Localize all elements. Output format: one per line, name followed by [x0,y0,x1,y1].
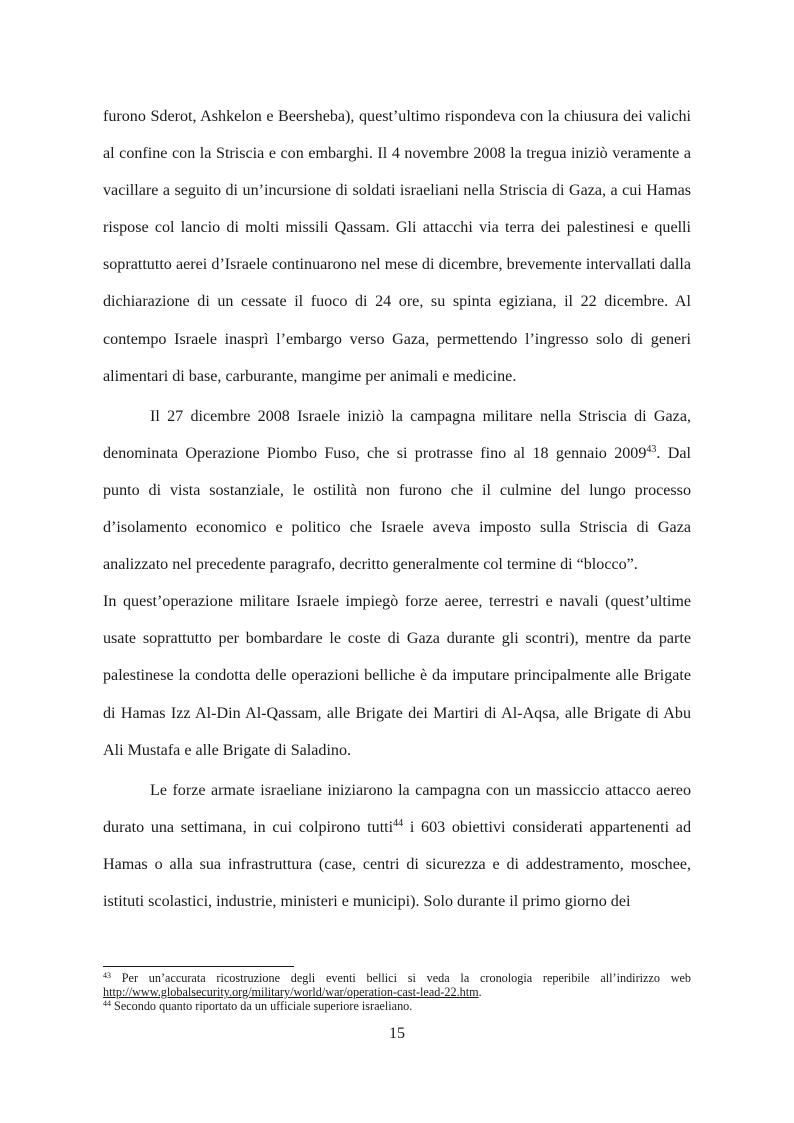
footnote-number: 44 [103,999,111,1008]
body-text [103,98,691,920]
footnote-44 [103,999,691,1013]
footnote-text: Secondo quanto riportato da un ufficiale superiore israeliano. [114,999,413,1013]
paragraph-2-text-start: Il 27 dicembre 2008 Israele iniziò la campagna militare nella Striscia di Gaza, denominata Operazione Piombo Fuso, che si protrasse fino al 18 gennaio 2009 [103,407,691,462]
footnote-43 [103,971,691,999]
paragraph-2 [103,398,691,583]
footnote-trailing: . [478,985,482,999]
paragraph-4-text-end: i 603 obiettivi considerati appartenenti ad Hamas o alla sua infrastruttura (case, centri di sicurezza e di addestramento, moschee, istituti scolastici, industrie, ministeri e municipi). Solo durante il primo giorno dei [103,818,691,910]
footnote-separator [103,966,294,967]
paragraph-4 [103,772,691,920]
footnote-text: Per un’accurata ricostruzione degli eventi bellici si veda la cronologia reperibile all’indirizzo web [121,971,692,985]
footnote-link[interactable]: http://www.globalsecurity.org/military/world/war/operation-cast-lead-22.htm [103,985,479,999]
footnote-ref-43[interactable]: 43 [646,443,657,455]
paragraph-1: furono Sderot, Ashkelon e Beersheba), quest’ultimo rispondeva con la chiusura dei valichi al confine con la Striscia e con embarghi. Il 4 novembre 2008 la tregua iniziò veramente a vacillare a seguito di un’incursione di soldati israeliani nella Striscia di Gaza, a cui Hamas rispose col lancio di molti missili Qassam. Gli attacchi via terra dei palestinesi e quelli soprattutto aerei d’Israele continuarono nel mese di dicembre, brevemente intervallati dalla dichiarazione di un cessate il fuoco di 24 ore, su spinta egiziana, il 22 dicembre. Al contempo Israele inasprì l’embargo verso Gaza, permettendo l’ingresso solo di generi alimentari di base, carburante, mangime per animali e medicine. [103,108,691,385]
paragraph-2-text-end: . Dal punto di vista sostanziale, le ostilità non furono che il culmine del lungo processo d’isolamento economico e politico che Israele aveva imposto sulla Striscia di Gaza analizzato nel precedente paragrafo, decritto generalmente col termine di “blocco”. [103,444,691,574]
paragraph-4-text-start: Le forze armate israeliane iniziarono la campagna con un massiccio attacco aereo durato una settimana, in cui colpirono tutti [103,781,691,836]
paragraph-3: In quest’operazione militare Israele impiegò forze aeree, terrestri e navali (quest’ultime usate soprattutto per bombardare le coste di Gaza durante gli scontri), mentre da parte palestinese la condotta delle operazioni belliche è da imputare principalmente alle Brigate di Hamas Izz Al-Din Al-Qassam, alle Brigate dei Martiri di Al-Aqsa, alle Brigate di Abu Ali Mustafa e alle Brigate di Saladino. [103,593,691,759]
footnote-number: 43 [103,971,111,980]
footnote-ref-44[interactable]: 44 [393,817,404,829]
page-number: 15 [389,1025,405,1042]
footnotes [103,971,691,1013]
